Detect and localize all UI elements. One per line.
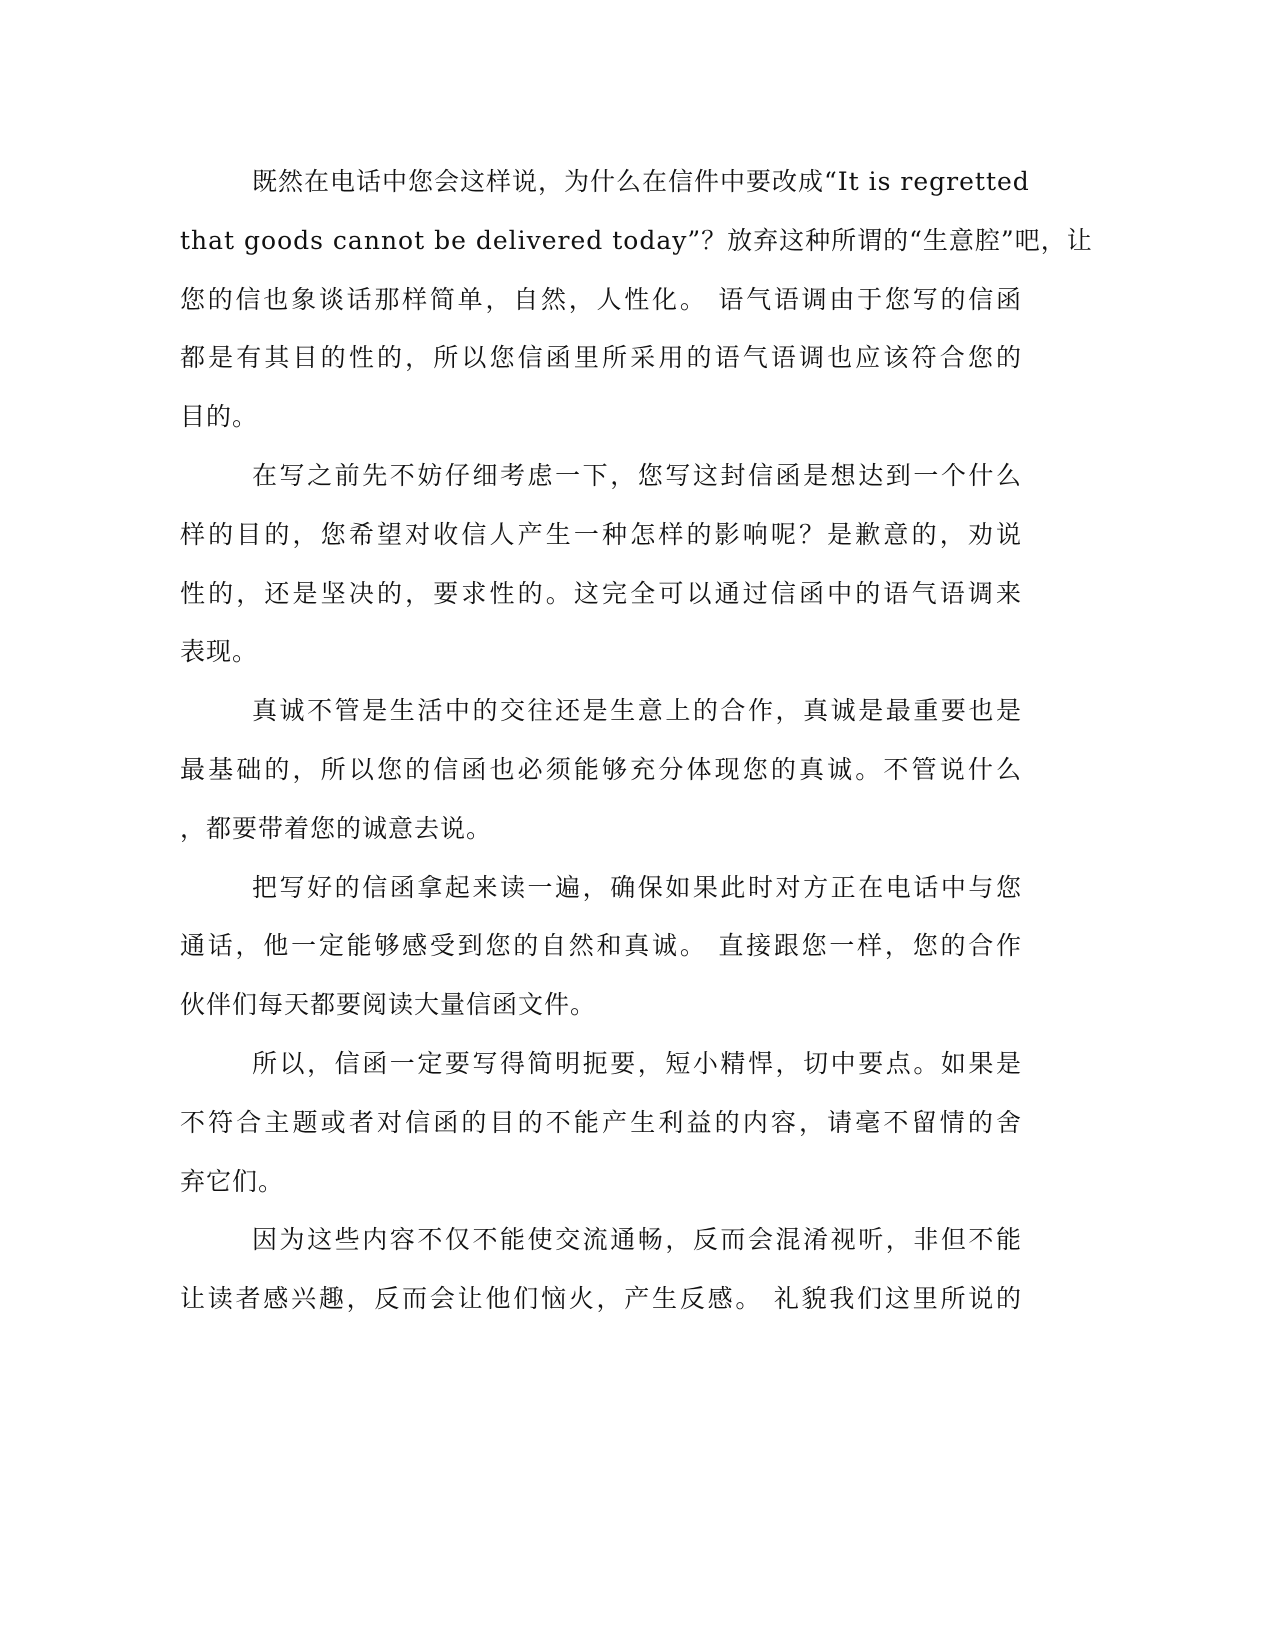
text-line: 样的目的，您希望对收信人产生一种怎样的影响呢？是歉意的，劝说 — [180, 519, 1022, 549]
text-line: 都是有其目的性的，所以您信函里所采用的语气语调也应该符合您的 — [180, 343, 1022, 373]
text-line: 通话，他一定能够感受到您的自然和真诚。 直接跟您一样，您的合作 — [180, 931, 1022, 961]
text-line: 伙伴们每天都要阅读大量信函文件。 — [180, 990, 597, 1020]
text-line: 弃它们。 — [180, 1166, 285, 1196]
text-line: 既然在电话中您会这样说，为什么在信件中要改成“It is regretted — [252, 167, 1030, 196]
text-line: 表现。 — [180, 637, 259, 667]
text-line: 把写好的信函拿起来读一遍，确保如果此时对方正在电话中与您 — [252, 872, 1022, 902]
text-line: 性的，还是坚决的，要求性的。这完全可以通过信函中的语气语调来 — [180, 578, 1022, 608]
text-line: 因为这些内容不仅不能使交流通畅，反而会混淆视听，非但不能 — [252, 1225, 1022, 1255]
text-line: that goods cannot be delivered today”？放弃这种所谓的“生意腔”吧，让 — [180, 225, 1093, 255]
text-line: 在写之前先不妨仔细考虑一下，您写这封信函是想达到一个什么 — [252, 461, 1022, 490]
text-line: 目的。 — [180, 402, 259, 432]
text-line: 所以，信函一定要写得简明扼要，短小精悍，切中要点。如果是 — [252, 1049, 1022, 1078]
text-line: 您的信也象谈话那样简单，自然，人性化。 语气语调由于您写的信函 — [180, 284, 1022, 314]
text-line: 不符合主题或者对信函的目的不能产生利益的内容，请毫不留情的舍 — [180, 1107, 1022, 1137]
text-line: 真诚不管是生活中的交往还是生意上的合作，真诚是最重要也是 — [252, 696, 1022, 726]
text-line: ，都要带着您的诚意去说。 — [180, 813, 493, 843]
text-line: 最基础的，所以您的信函也必须能够充分体现您的真诚。不管说什么 — [180, 755, 1022, 784]
text-line: 让读者感兴趣，反而会让他们恼火，产生反感。 礼貌我们这里所说的 — [180, 1284, 1022, 1314]
